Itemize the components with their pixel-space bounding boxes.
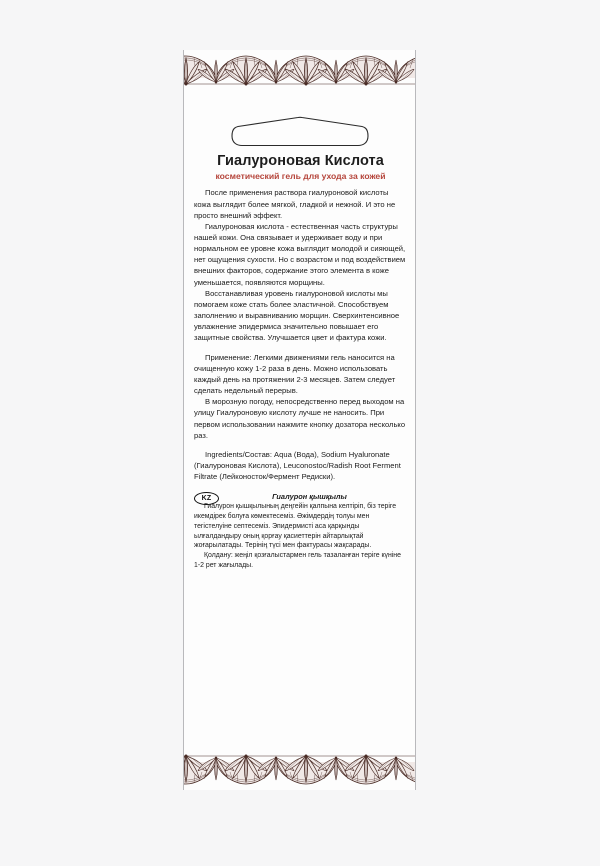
description-paragraph-3: Восстанавливая уровень гиалуроновой кислоты мы помогаем коже стать более эластичной. Способствуем заполнению и выравниванию морщин. Сверхинтенсивное увлажнение эпидермиса значительно повышает его защитные свойства. Улучшается цвет и фактура кожи.	[194, 288, 400, 343]
page-title: Гиалуроновая Кислота	[217, 153, 384, 169]
euro-hanger-slot-icon	[226, 116, 374, 148]
kazakh-paragraph-2: Қолдану: жеңіл қозғалыстармен гель тазаланған теріге күніне 1-2 рет жағылады.	[194, 552, 401, 570]
description-paragraph-1: После применения раствора гиалуроновой кислоты кожа выглядит более мягкой, гладкой и нежной. И это не просто внешний эффект.	[194, 188, 396, 220]
floral-lace-ornament-top-icon	[184, 50, 416, 92]
ingredients-text: Ingredients/Состав: Aqua (Вода), Sodium Hyaluronate (Гиалуроновая Кислота), Leuconostoc/Radish Root Ferment Filtrate (Лейконосток/Фермент Редиски).	[194, 449, 401, 482]
kazakh-paragraph-1: Гиалурон қышқылының деңгейін қалпына келтіріп, біз теріге икемдірек болуға көмектесеміз. Әжімдердің толуы мен тегістелуіне септесеміз. Эпидермисті аса қарқынды ылғалдандыру оның қорғау қасиеттерін айтарлықтай жоғарылатады. Терінің түсі мен фактурасы жақсарады.	[194, 503, 397, 550]
kazakh-section	[194, 492, 407, 571]
product-subtitle: косметический гель для ухода за кожей	[215, 170, 386, 181]
kz-country-badge: KZ	[194, 492, 219, 505]
tag-content	[184, 154, 416, 571]
usage-paragraph-2: В морозную погоду, непосредственно перед выходом на улицу Гиалуроновую кислоту лучше не наносить. При первом использовании нажмите кнопку дозатора несколько раз.	[194, 397, 406, 440]
product-hang-tag-card	[183, 50, 416, 790]
kazakh-title: Гиалурон қышқылы	[272, 492, 347, 502]
description-paragraph-2: Гиалуроновая кислота - естественная часть структуры нашей кожи. Она связывает и удерживает воду и при нормальном ее уровне кожа выглядит молодой и сияющей, нет ощущения сухости. Но с возрастом и под воздействием внешних факторов, содержание этого элемента в коже уменьшается, появляются морщины.	[194, 221, 406, 287]
usage-paragraph-1: Применение: Легкими движениями гель наносится на очищенную кожу 1-2 раза в день. Можно использовать каждый день на протяжении 2-3 месяцев. Затем следует сделать недельный перерыв.	[194, 352, 396, 396]
floral-lace-ornament-bottom-icon	[184, 748, 416, 790]
spacer	[194, 344, 407, 352]
spacer	[194, 441, 407, 449]
